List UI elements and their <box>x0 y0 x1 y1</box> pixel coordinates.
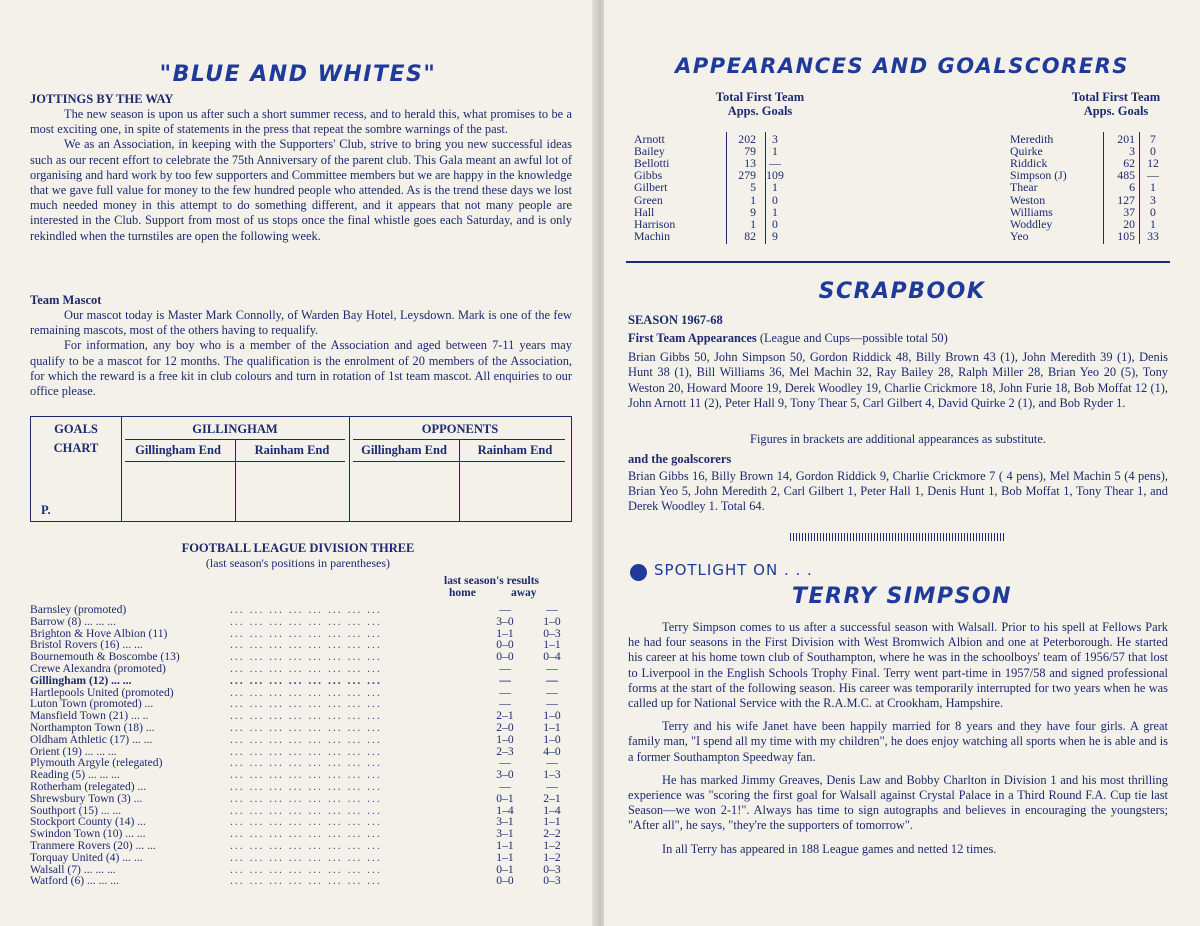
league-subtitle: (last season's positions in parentheses) <box>205 556 391 570</box>
league-title: FOOTBALL LEAGUE DIVISION THREE <box>181 541 415 555</box>
home-result: 0–0 <box>496 874 514 888</box>
player-apps: 5 <box>750 180 756 195</box>
player-goals: 0 <box>772 192 778 207</box>
home-result: 2–0 <box>496 721 514 734</box>
player-name: Arnott <box>634 132 665 146</box>
leader-dots: ... ... ... ... ... ... ... ... <box>230 862 382 876</box>
leader-dots: ... ... ... ... ... ... ... ... <box>230 839 382 852</box>
away-result: — <box>546 662 558 675</box>
league-row <box>30 793 560 804</box>
player-goals: — <box>769 156 781 171</box>
away-result: 0–3 <box>543 862 561 876</box>
team-name: Torquay United (4) ... ... <box>30 850 143 864</box>
away-result: 0–3 <box>543 626 561 640</box>
away-result: 1–2 <box>543 839 561 852</box>
player-goals: 9 <box>772 228 778 243</box>
home-result: 3–1 <box>496 827 514 841</box>
player-name: Green <box>634 192 663 207</box>
leader-dots: ... ... ... ... ... ... ... ... <box>230 732 382 746</box>
player-row <box>1010 169 1200 181</box>
player-apps: 13 <box>744 156 756 171</box>
away-result: 1–1 <box>543 638 561 652</box>
player-row <box>1010 230 1200 242</box>
player-row <box>634 181 834 193</box>
player-name: Gibbs <box>634 168 663 183</box>
player-name: Thear <box>1010 180 1038 195</box>
home-result: 0–0 <box>496 650 514 664</box>
player-apps: 3 <box>1129 144 1135 159</box>
scrapbook-title: SCRAPBOOK <box>818 279 986 304</box>
team-name: Tranmere Rovers (20) ... ... <box>30 839 156 852</box>
season-heading: SEASON 1967-68 <box>628 313 723 327</box>
team-name: Plymouth Argyle (relegated) <box>30 756 163 770</box>
league-row <box>30 687 560 698</box>
team-name: Swindon Town (10) ... ... <box>30 827 146 841</box>
spotlight-name: TERRY SIMPSON <box>792 584 1012 609</box>
leader-dots: ... ... ... ... ... ... ... ... <box>230 697 382 711</box>
leader-dots: ... ... ... ... ... ... ... ... <box>230 756 382 770</box>
player-row <box>634 194 834 206</box>
leader-dots: ... ... ... ... ... ... ... ... <box>230 603 382 616</box>
player-name: Quirke <box>1010 144 1043 159</box>
home-result: 1–1 <box>496 850 514 864</box>
league-row <box>30 675 560 686</box>
league-row <box>30 840 560 851</box>
away-result: 1–2 <box>543 850 561 864</box>
league-row <box>30 746 560 757</box>
player-apps: 1 <box>750 216 756 231</box>
appearances-note: (League and Cups—possible total 50) <box>756 331 948 345</box>
gillingham-end-header: Gillingham End <box>361 443 447 457</box>
col-head-line: Apps. Goals <box>727 104 793 118</box>
player-name: Williams <box>1010 204 1053 219</box>
player-name: Machin <box>634 228 671 243</box>
player-goals: 33 <box>1147 228 1159 243</box>
player-name: Yeo <box>1010 228 1029 243</box>
league-row <box>30 864 560 875</box>
player-row <box>634 157 834 169</box>
player-goals: 7 <box>1150 132 1156 146</box>
league-row <box>30 875 560 886</box>
spotlight-paragraph: He has marked Jimmy Greaves, Denis Law and Bobby Charlton in Division 1 and his most thrilling experience was "scoring the first goal for Walsall against Crystal Palace in a Third Round F.A. Cup tie last Season—we won 2-1!". Always has time to sign autographs and believes in encouraging the youngsters; "After all", he says, "they're the supporters of tomorrow". <box>628 772 1168 833</box>
team-name: Gillingham (12) ... ... <box>30 673 132 687</box>
player-apps: 485 <box>1117 168 1135 183</box>
league-row <box>30 734 560 745</box>
jottings-body <box>30 107 572 244</box>
col-head-line: Total First Team <box>715 90 805 104</box>
league-row <box>30 757 560 768</box>
left-col-header <box>700 90 820 118</box>
home-result: 1–0 <box>496 732 514 746</box>
home-result: 1–1 <box>496 626 514 640</box>
player-apps: 201 <box>1117 132 1135 146</box>
player-row <box>1010 181 1200 193</box>
league-row <box>30 628 560 639</box>
player-apps: 9 <box>750 204 756 219</box>
home-result: 0–0 <box>496 638 514 652</box>
leader-dots: ... ... ... ... ... ... ... ... <box>230 650 382 664</box>
league-row <box>30 828 560 839</box>
player-goals: 0 <box>1150 144 1156 159</box>
section-divider <box>626 261 1170 263</box>
leader-dots: ... ... ... ... ... ... ... ... <box>230 791 382 805</box>
away-result: 1–0 <box>543 614 561 628</box>
away-result: 1–0 <box>543 709 561 723</box>
league-row <box>30 639 560 650</box>
team-name: Bournemouth & Boscombe (13) <box>30 650 180 664</box>
player-goals: 3 <box>1150 192 1156 207</box>
league-row <box>30 769 560 780</box>
decorative-rule <box>790 533 1004 541</box>
league-row <box>30 722 560 733</box>
goals-chart-label: CHART <box>53 441 99 455</box>
mascot-body <box>30 308 572 399</box>
league-row <box>30 816 560 827</box>
leader-dots: ... ... ... ... ... ... ... ... <box>230 709 382 723</box>
away-result: — <box>546 756 558 770</box>
player-row <box>634 218 834 230</box>
away-result: 1–4 <box>543 803 561 817</box>
league-row <box>30 616 560 627</box>
spotlight-label: SPOTLIGHT ON . . . <box>654 561 813 579</box>
home-result: 0–1 <box>496 862 514 876</box>
league-row <box>30 805 560 816</box>
away-result: 1–3 <box>543 768 561 782</box>
player-name: Weston <box>1010 192 1046 207</box>
player-apps: 6 <box>1129 180 1135 195</box>
league-row <box>30 663 560 674</box>
spotlight-paragraph: Terry Simpson comes to us after a successful season with Walsall. Prior to his spell at Fellows Park he had four seasons in the First Division with West Bromwich Albion and one at Peterborough. He started his career at his home town club of Southampton, where he was in the schoolboys' team of 1956/57 that lost to Liverpool in the English Schools Trophy Final. Terry went part-time in 1957/58 and signed professional forms at the start of the following season. His career was temporarily interrupted for two years when he was called up for National Service with the R.A.M.C. at Crookham, Hampshire. <box>628 620 1168 711</box>
player-row <box>634 230 834 242</box>
league-row <box>30 781 560 792</box>
home-result: 2–3 <box>496 744 514 758</box>
jottings-paragraph: The new season is upon us after such a short summer recess, and to herald this, what promises to be a most exciting one, in spite of statements in the press that repeat the sombre warnings of the past. <box>30 107 572 137</box>
leader-dots: ... ... ... ... ... ... ... ... <box>230 673 382 687</box>
home-result: 0–1 <box>496 791 514 805</box>
player-row <box>634 206 834 218</box>
home-result: — <box>499 756 511 770</box>
away-result: — <box>546 697 558 711</box>
league-row <box>30 604 560 615</box>
home-result: — <box>499 685 511 699</box>
home-result: 3–0 <box>496 768 514 782</box>
player-goals: 1 <box>1150 180 1156 195</box>
home-result: — <box>499 662 511 675</box>
leader-dots: ... ... ... ... ... ... ... ... <box>230 815 382 829</box>
team-name: Watford (6) ... ... ... <box>30 874 119 888</box>
appearances-text: Brian Gibbs 50, John Simpson 50, Gordon Riddick 48, Billy Brown 43 (1), John Meredith 39 (1), Denis Hunt 38 (1), Bill Williams 36, Mel Machin 32, Ray Bailey 28, Ralph Miller 28, Brian Yeo 20 (5), Tony Weston 20, Howard Moore 19, Derek Woodley 19, Charlie Crickmore 18, John Furie 18, Bob Moffat 12 (1), John Arnott 11 (2), Peter Hall 9, Tony Thear 5, Carl Gilbert 4, David Quirke 2 (1), and Bob Ryder 1. <box>628 350 1168 410</box>
player-apps: 1 <box>750 192 756 207</box>
scorers-text: Brian Gibbs 16, Billy Brown 14, Gordon Riddick 9, Charlie Crickmore 7 ( 4 pens), Mel Machin 5 (4 pens), Brian Yeo 5, John Meredith 2, Carl Gilbert 1, Peter Hall 1, Denis Hunt 1, Bob Moffat 1, Tony Thear 1, and Derek Woodley 1. Total 64. <box>628 469 1168 514</box>
team-name: Mansfield Town (21) ... .. <box>30 709 149 723</box>
team-name: Northampton Town (18) ... <box>30 721 155 734</box>
player-name: Riddick <box>1010 156 1048 171</box>
player-name: Harrison <box>634 216 676 231</box>
rainham-end-header: Rainham End <box>254 443 330 457</box>
scorers-heading: and the goalscorers <box>628 452 732 466</box>
right-page <box>604 0 1200 926</box>
player-name: Gilbert <box>634 180 668 195</box>
jottings-heading: JOTTINGS BY THE WAY <box>30 92 174 106</box>
col-head-line: Total First Team <box>1071 90 1161 104</box>
team-name: Barrow (8) ... ... ... <box>30 614 116 628</box>
away-result: 0–3 <box>543 874 561 888</box>
gillingham-header: GILLINGHAM <box>192 422 278 436</box>
player-apps: 82 <box>744 228 756 243</box>
away-result: 2–2 <box>543 827 561 841</box>
player-name: Simpson (J) <box>1010 168 1067 183</box>
team-name: Barnsley (promoted) <box>30 603 127 616</box>
leader-dots: ... ... ... ... ... ... ... ... <box>230 768 382 782</box>
player-goals: 12 <box>1147 156 1159 171</box>
league-row <box>30 710 560 721</box>
player-apps: 202 <box>738 132 756 146</box>
away-result: 4–0 <box>543 744 561 758</box>
team-name: Luton Town (promoted) ... <box>30 697 154 711</box>
spotlight-body <box>628 620 1168 857</box>
away-result: — <box>546 685 558 699</box>
league-row <box>30 852 560 863</box>
away-result: 1–1 <box>543 721 561 734</box>
home-result: 2–1 <box>496 709 514 723</box>
leader-dots: ... ... ... ... ... ... ... ... <box>230 662 382 675</box>
player-apps: 79 <box>744 144 756 159</box>
player-row <box>1010 218 1200 230</box>
mascot-paragraph: Our mascot today is Master Mark Connolly, of Warden Bay Hotel, Leysdown. Mark is one of the few remaining mascots, most of the others having to requalify. <box>30 308 572 338</box>
leader-dots: ... ... ... ... ... ... ... ... <box>230 744 382 758</box>
player-apps: 62 <box>1123 156 1135 171</box>
player-name: Woddley <box>1010 216 1053 231</box>
player-row <box>1010 206 1200 218</box>
team-name: Hartlepools United (promoted) <box>30 685 174 699</box>
home-result: — <box>499 673 511 687</box>
league-row <box>30 651 560 662</box>
player-name: Bailey <box>634 144 665 159</box>
player-goals: 1 <box>1150 216 1156 231</box>
gillingham-end-header: Gillingham End <box>135 443 221 457</box>
home-result: — <box>499 697 511 711</box>
goals-chart <box>30 416 572 522</box>
appearances-paragraph <box>628 331 1168 411</box>
p-label: P. <box>41 503 51 517</box>
leader-dots: ... ... ... ... ... ... ... ... <box>230 827 382 841</box>
player-goals: 109 <box>766 168 784 183</box>
player-goals: — <box>1147 168 1159 183</box>
leader-dots: ... ... ... ... ... ... ... ... <box>230 780 382 793</box>
left-page <box>0 0 596 926</box>
leader-dots: ... ... ... ... ... ... ... ... <box>230 850 382 864</box>
player-goals: 1 <box>772 204 778 219</box>
team-name: Walsall (7) ... ... ... <box>30 862 116 876</box>
leader-dots: ... ... ... ... ... ... ... ... <box>230 874 382 888</box>
leader-dots: ... ... ... ... ... ... ... ... <box>230 638 382 652</box>
home-result: 3–0 <box>496 614 514 628</box>
league-row <box>30 698 560 709</box>
leader-dots: ... ... ... ... ... ... ... ... <box>230 685 382 699</box>
leader-dots: ... ... ... ... ... ... ... ... <box>230 614 382 628</box>
team-name: Reading (5) ... ... ... <box>30 768 120 782</box>
home-result: 3–1 <box>496 815 514 829</box>
away-result: 1–0 <box>543 732 561 746</box>
player-apps: 20 <box>1123 216 1135 231</box>
team-name: Rotherham (relegated) ... <box>30 780 147 793</box>
appearances-label: First Team Appearances <box>628 331 757 345</box>
team-name: Shrewsbury Town (3) ... <box>30 791 143 805</box>
home-result: — <box>499 780 511 793</box>
team-name: Brighton & Hove Albion (11) <box>30 626 168 640</box>
away-header: away <box>511 587 537 599</box>
brackets-note: Figures in brackets are additional appearances as substitute. <box>750 432 1046 446</box>
results-header: last season's results <box>444 575 539 587</box>
player-apps: 105 <box>1117 228 1135 243</box>
away-result: 0–4 <box>543 650 561 664</box>
player-apps: 37 <box>1123 204 1135 219</box>
away-result: — <box>546 603 558 616</box>
team-name: Southport (15) ... ... <box>30 803 122 817</box>
home-header: home <box>449 587 476 599</box>
player-goals: 0 <box>1150 204 1156 219</box>
team-name: Orient (19) ... ... ... <box>30 744 117 758</box>
player-name: Meredith <box>1010 132 1054 146</box>
mascot-heading: Team Mascot <box>30 293 102 307</box>
player-goals: 1 <box>772 180 778 195</box>
player-goals: 0 <box>772 216 778 231</box>
spotlight-paragraph: In all Terry has appeared in 188 League games and netted 12 times. <box>662 841 997 856</box>
team-name: Crewe Alexandra (promoted) <box>30 662 166 675</box>
right-col-header <box>1056 90 1176 118</box>
rainham-end-header: Rainham End <box>477 443 553 457</box>
player-goals: 1 <box>772 144 778 159</box>
home-result: — <box>499 603 511 616</box>
player-goals: 3 <box>772 132 778 146</box>
away-result: 1–1 <box>543 815 561 829</box>
player-name: Hall <box>634 204 655 219</box>
leader-dots: ... ... ... ... ... ... ... ... <box>230 803 382 817</box>
team-name: Oldham Athletic (17) ... ... <box>30 732 153 746</box>
away-result: — <box>546 673 558 687</box>
spotlight-paragraph: Terry and his wife Janet have been happily married for 8 years and they have four girls. A great family man, "I spend all my time with my children", he does enjoy watching all sports when he is able and is a former Southampton Speedway fan. <box>628 719 1168 764</box>
goals-chart-label: GOALS <box>54 422 98 436</box>
home-result: 1–4 <box>496 803 514 817</box>
player-apps: 279 <box>738 168 756 183</box>
spotlight-bullet-icon <box>630 564 647 581</box>
home-result: 1–1 <box>496 839 514 852</box>
leader-dots: ... ... ... ... ... ... ... ... <box>230 626 382 640</box>
player-apps: 127 <box>1117 192 1135 207</box>
mascot-paragraph: For information, any boy who is a member of the Association and aged between 7-11 years may qualify to be a mascot for 12 months. The qualification is the enrolment of 20 members of the Association, for which the reward is a free kit in club colours and turn in rotation of 1st team mascot. All enquiries to our office please. <box>30 338 572 399</box>
player-name: Bellotti <box>634 156 670 171</box>
leader-dots: ... ... ... ... ... ... ... ... <box>230 721 382 734</box>
team-name: Bristol Rovers (16) ... ... <box>30 638 143 652</box>
player-row <box>1010 194 1200 206</box>
appearances-title: APPEARANCES AND GOALSCORERS <box>675 54 1129 78</box>
away-result: 2–1 <box>543 791 561 805</box>
jottings-paragraph: We as an Association, in keeping with the Supporters' Club, strive to bring you new successful ideas such as our recent effort to celebrate the 75th Anniversary of the parent club. This Gala meant an awful lot of organising and hard work by too few supporters and Committee members but we are happy in the knowledge that we gave full value for money to the few hundred people who attended. As is the trend these days we lost much needed money in this attempt to do something different, and it appears that not many people are interested in the Club. Support from most of us stops once the final whistle goes each Saturday, and is only rekindled when the turnstiles are open the following week. <box>30 137 572 243</box>
away-result: — <box>546 780 558 793</box>
opponents-header: OPPONENTS <box>421 422 499 436</box>
page-title: "BLUE AND WHITES" <box>159 62 437 87</box>
team-name: Stockport County (14) ... <box>30 815 146 829</box>
col-head-line: Apps. Goals <box>1083 104 1149 118</box>
